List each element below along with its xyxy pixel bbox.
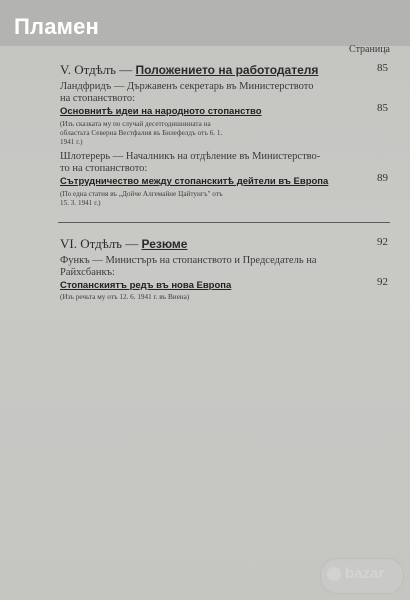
entry-note [60,190,223,208]
section-divider [58,222,390,223]
section-heading [60,62,318,78]
entry-page-number: 92 [377,276,388,288]
entry-note-line: (Изъ сказката му по случай десетгодишнината на [60,120,211,128]
section-label: VI. Отдѣлъ — [60,236,142,251]
entry-note-line: 1941 г.) [60,138,83,146]
section-heading [60,236,187,252]
section-label: V. Отдѣлъ — [60,62,136,77]
entry-note-line: 15. 3. 1941 г.) [60,199,101,207]
entry-note [60,293,189,302]
entry-author-line: на стопанството: [60,93,136,104]
section-page-number: 85 [377,62,388,74]
entry-author-line: Шлотерерь — Началникъ на отдѣление въ Министерство- [60,151,321,162]
entry-page-number: 89 [377,172,388,184]
entry-author-line: то на стопанството: [60,163,148,174]
entry-author [60,255,317,279]
entry-title: Стопанскиятъ редъ въ нова Европа [60,280,232,291]
entry-title: Основнитѣ идеи на народното стопанство [60,106,262,117]
entry-title: Сътрудничество между стопанскитѣ дейтели въ Европа [60,176,329,187]
entry-author [60,81,313,105]
watermark-banner [0,0,410,46]
entry-note [60,120,222,147]
entry-note-line: областьта Северна Вестфалия въ Билефелдъ отъ 6. 1. [60,129,223,137]
entry-note-line: (По една статия въ „Дойче Алгемайне Цайтунгъ" отъ [60,190,223,198]
entry-author [60,151,320,175]
entry-author-line: Функъ — Министъръ на стопанството и Председатель на [60,255,317,266]
bazar-badge-text: bazar [345,565,385,582]
page-column-header: Страница [349,44,390,55]
bazar-logo-icon [327,567,341,581]
entry-author-line: Райхсбанкъ: [60,267,115,278]
watermark-text: Пламен [14,14,100,39]
section-title: Резюме [141,237,188,251]
bazar-watermark-badge [320,558,404,594]
entry-note-line: (Изъ речьта му отъ 12. 6. 1941 г. въ Виена) [60,293,190,301]
entry-page-number: 85 [377,102,388,114]
section-page-number: 92 [377,236,388,248]
section-title: Положението на работодателя [135,63,319,77]
entry-author-line: Ландфридъ — Държавенъ секретарь въ Министерството [60,81,314,92]
